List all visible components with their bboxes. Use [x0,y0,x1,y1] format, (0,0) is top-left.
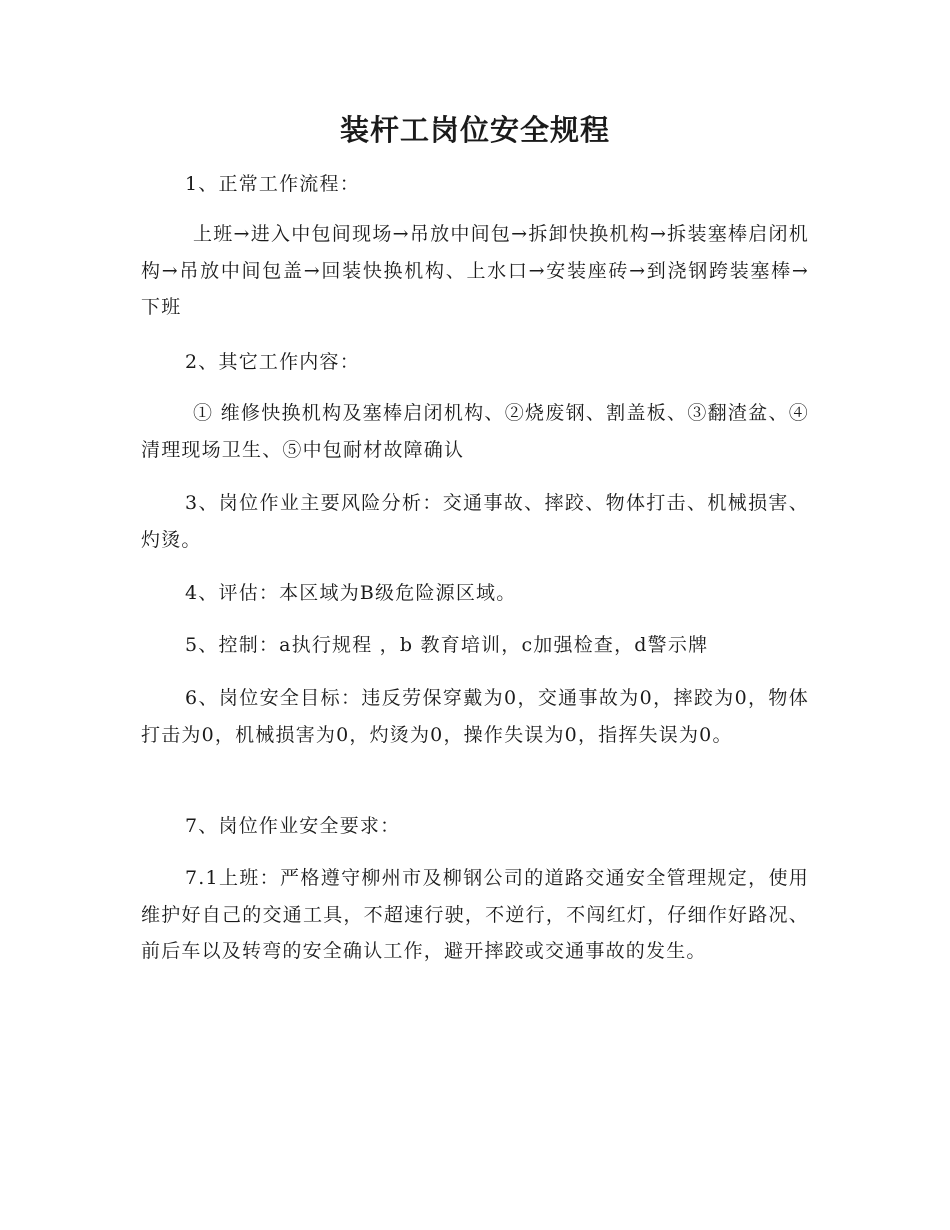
paragraph-workflow: 上班→进入中包间现场→吊放中间包→拆卸快换机构→拆装塞棒启闭机构→吊放中间包盖→回装快换机构、上水口→安装座砖→到浇钢跨装塞棒→下班 [141,223,809,318]
paragraph-2-heading: 2、其它工作内容： [185,351,360,373]
paragraph-safety-target: 6、岗位安全目标：违反劳保穿戴为0，交通事故为0，摔跤为0，物体打击为0，机械损害为0，灼烫为0，操作失误为0，指挥失误为0。 [141,687,809,746]
document-title: 装杆工岗位安全规程 [339,113,610,147]
paragraph-1-heading: 1、正常工作流程： [185,173,360,195]
paragraph-risk-analysis: 3、岗位作业主要风险分析：交通事故、摔跤、物体打击、机械损害、灼烫。 [141,492,809,551]
paragraph-other-tasks: ① 维修快换机构及塞棒启闭机构、②烧废钢、割盖板、③翻渣盆、④清理现场卫生、⑤中包耐材故障确认 [141,402,809,461]
paragraph-control: 5、控制：a执行规程 ，b 教育培训，c加强检查，d警示牌 [185,634,709,656]
paragraph-7-heading: 7、岗位作业安全要求： [185,815,401,837]
paragraph-7-1-commute: 7.1上班：严格遵守柳州市及柳钢公司的道路交通安全管理规定，使用维护好自己的交通工具，不超速行驶，不逆行，不闯红灯，仔细作好路况、前后车以及转弯的安全确认工作，避开摔跤或交通事故的发生。 [141,867,809,962]
paragraph-assessment: 4、评估：本区域为B级危险源区域。 [185,582,517,604]
